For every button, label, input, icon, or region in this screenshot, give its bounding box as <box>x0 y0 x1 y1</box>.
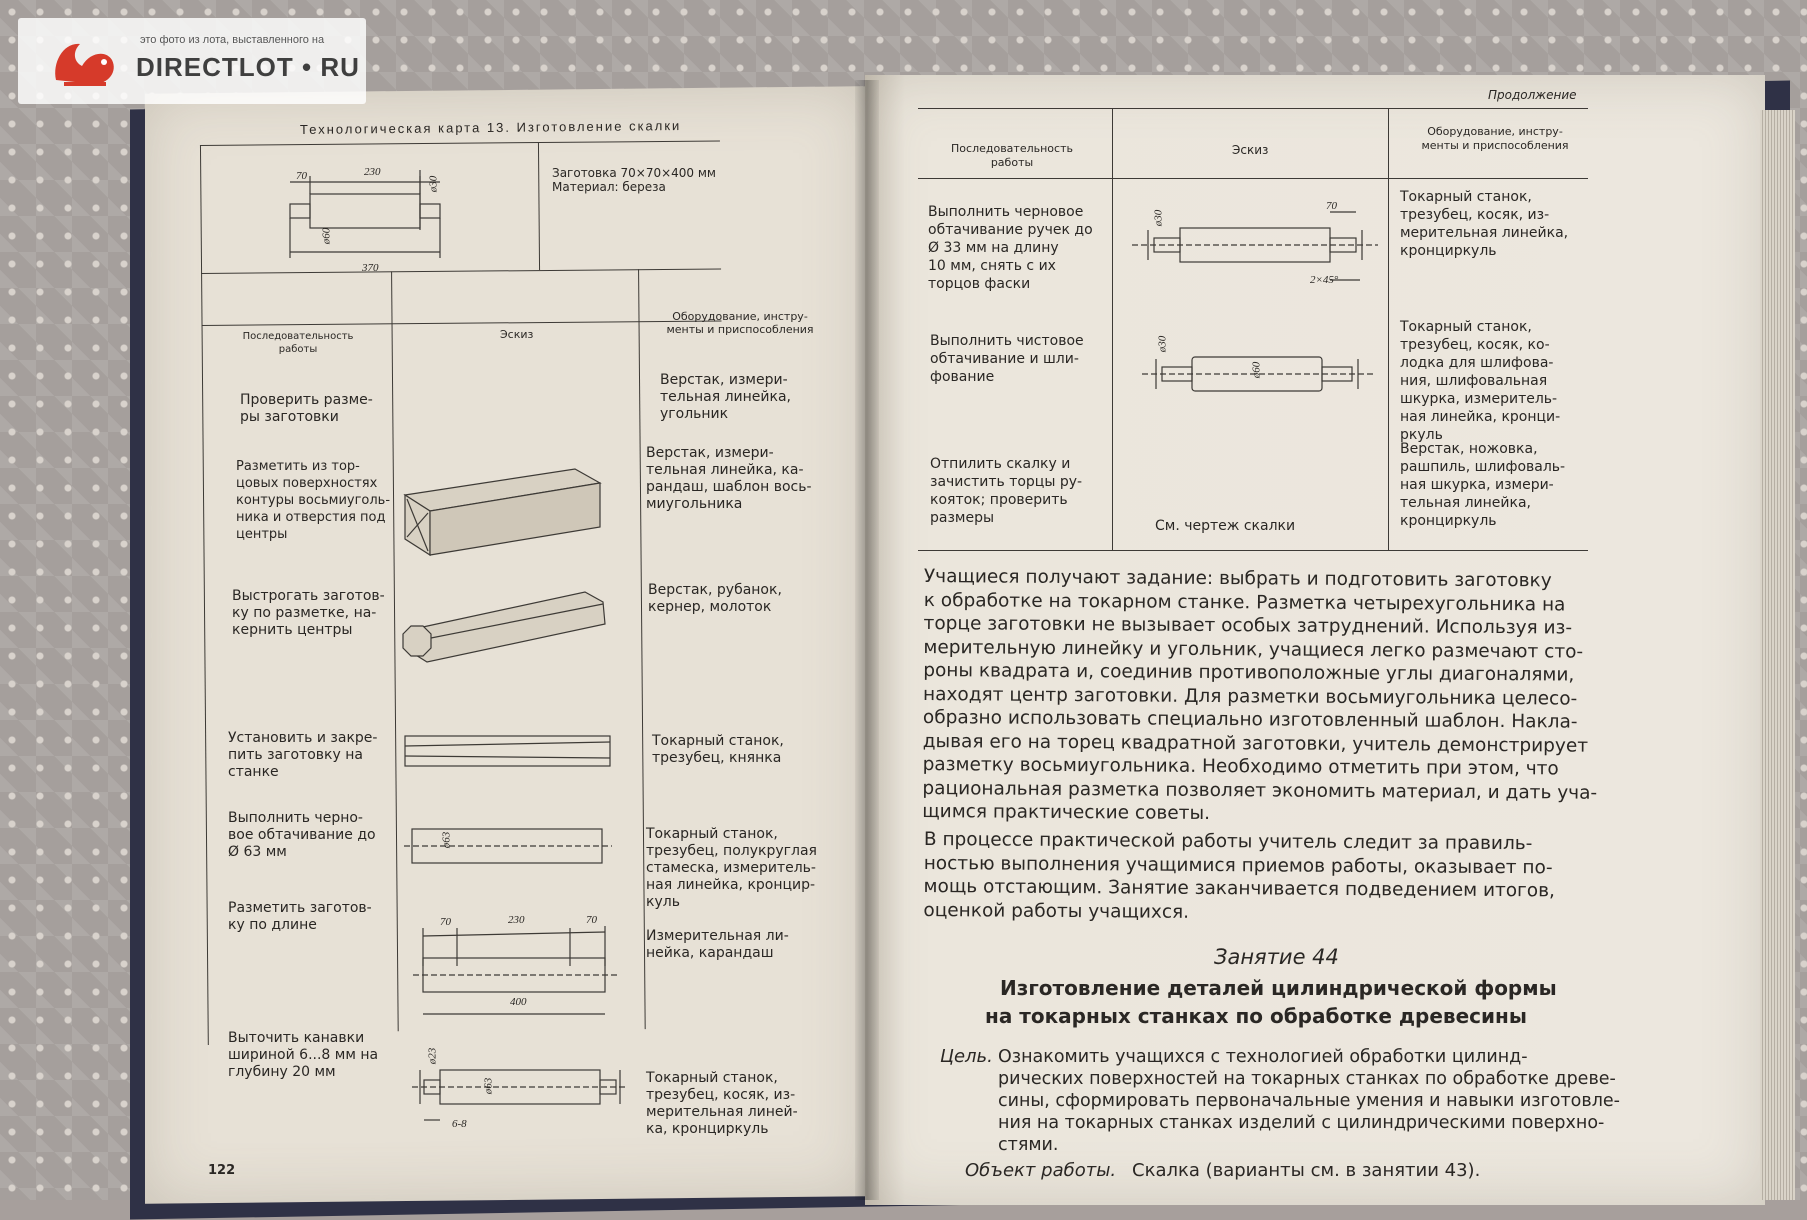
lesson-number: Занятие 44 <box>1214 945 1339 969</box>
left-tools-5: Токарный станок, трезубец, полукруглая стамеска, измеритель- ная линейка, кронцир- куль <box>646 826 817 910</box>
left-tools-2: Верстак, измери- тельная линейка, ка- рандаш, шаблон вось- миугольника <box>646 445 812 512</box>
octagon-blank-sketch <box>395 582 615 672</box>
lesson-title-line2: на токарных станках по обработке древесины <box>985 1004 1527 1028</box>
left-header-equipment: Оборудование, инстру- менты и приспособления <box>666 310 814 336</box>
dim-70-right: 70 <box>586 914 597 926</box>
left-tools-4: Токарный станок, трезубец, княнка <box>652 733 784 766</box>
left-step-4: Установить и закре- пить заготовку на станке <box>228 730 378 780</box>
right-header-sketch: Эскиз <box>1232 143 1269 157</box>
right-tools-1: Токарный станок, трезубец, косяк, из- мерительная линейка, кронциркуль <box>1400 189 1569 259</box>
left-page-title: Технологическая карта 13. Изготовление скалки <box>299 118 682 137</box>
left-header-sketch: Эскиз <box>500 328 534 341</box>
right-header-sequence: Последовательность работы <box>951 142 1073 169</box>
paragraph-2: В процессе практической работы учитель следит за правиль- ностью выполнения учащимися приемов работы, оказывает по- мощь отстающим. Занятие заканчивается подведением итогов, оценкой работы учащихся. <box>923 829 1555 923</box>
paragraph-1: Учащиеся получают задание: выбрать и подготовить заготовку к обработке на токарном станке. Разметка четырехугольника на торце заготовки не вызывает особых затруднений. Используя из- мерительную линейку и угольник, учащиеся легко размечают сто- роны квадрата и, соединив противоположные углы диагоналями, находят центр заготовки. Для разметки восьмиугольника целесо- образно использовать специально изготовленный шаблон. Накла- дывая его на торец квадратной заготовки, учитель демонстрирует разметку восьмиугольника. Необходимо отметить при этом, что рациональная разметка позволяет экономить материал, и дать уча- щимся практические советы. <box>922 566 1598 825</box>
right-tools-3: Верстак, ножовка, рашпиль, шлифоваль- ная шкурка, измери- тельная линейка, кронциркуль <box>1400 441 1566 529</box>
goal-text: Ознакомить учащихся с технологией обработки цилинд- рических поверхностей на токарных станках по обработке древе- сины, сформировать первоначальные умения и навыки изготовле- ния на токарных станках изделий с цилиндрическими поверхно- стями. <box>998 1047 1620 1155</box>
goal-label: Цель. <box>940 1046 993 1067</box>
left-step-6: Разметить заготов- ку по длине <box>228 900 372 933</box>
dim-70-left: 70 <box>440 916 451 928</box>
dim-d63: ø63 <box>440 831 453 849</box>
watermark-brand: DIRECTLOT • RU <box>136 52 360 82</box>
dim-370: 370 <box>362 262 379 274</box>
dim-d30-finish: ø30 <box>1156 335 1169 353</box>
dim-6-8: 6-8 <box>452 1118 467 1130</box>
handle-rough-sketch <box>1130 200 1380 290</box>
left-step-2: Разметить из тор- цовых поверхностях контуры восьмиуголь- ника и отверстия под центры <box>236 459 391 542</box>
mounted-blank-sketch <box>400 722 620 782</box>
table-divider <box>918 178 1588 179</box>
drawing-note: См. чертеж скалки <box>1155 518 1296 534</box>
left-step-3: Выстрогать заготов- ку по разметке, на- кернить центры <box>232 588 385 638</box>
table-divider <box>1388 108 1389 550</box>
dim-d30: ø30 <box>427 175 440 193</box>
length-marking-sketch <box>405 918 625 1028</box>
blank-spec-material: Материал: береза <box>552 180 666 194</box>
left-step-7: Выточить канавки шириной 6...8 мм на глубину 20 мм <box>228 1030 379 1080</box>
rough-turned-sketch <box>400 815 620 875</box>
right-step-3: Отпилить скалку и зачистить торцы ру- кояток; проверить размеры <box>930 456 1083 526</box>
dim-d30-right: ø30 <box>1152 209 1165 227</box>
right-header-equipment: Оборудование, инстру- менты и приспособления <box>1421 125 1569 152</box>
dim-d23: ø23 <box>426 1047 439 1065</box>
watermark-caption: это фото из лота, выставленного на <box>140 34 325 46</box>
left-tools-6: Измерительная ли- нейка, карандаш <box>646 928 789 961</box>
dim-230: 230 <box>364 166 381 178</box>
running-head: Продолжение <box>1488 88 1577 102</box>
watermark <box>18 18 366 104</box>
square-blank-sketch <box>395 455 615 565</box>
left-tools-3: Верстак, рубанок, кернер, молоток <box>648 582 782 615</box>
object-text: Скалка (варианты см. в занятии 43). <box>1132 1160 1481 1181</box>
lesson-title-line1: Изготовление деталей цилиндрической формы <box>1000 976 1557 1000</box>
dim-chamfer: 2×45° <box>1310 274 1339 286</box>
dim-d60: ø60 <box>320 227 333 245</box>
blank-spec-size: Заготовка 70×70×400 мм <box>552 166 716 180</box>
dim-400: 400 <box>510 996 527 1008</box>
right-step-1: Выполнить черновое обтачивание ручек до Ø 33 мм на длину 10 мм, снять с их торцов фаски <box>928 204 1093 292</box>
left-header-sequence: Последовательность работы <box>242 331 354 355</box>
dim-d60-finish: ø60 <box>1250 361 1263 379</box>
object-label: Объект работы. <box>965 1160 1117 1181</box>
left-step-5: Выполнить черно- вое обтачивание до Ø 63 мм <box>228 810 376 860</box>
dim-d63-groove: ø63 <box>482 1077 495 1095</box>
book-gutter <box>855 80 879 1200</box>
dim-230-mid: 230 <box>508 914 525 926</box>
left-tools-1: Верстак, измери- тельная линейка, угольник <box>660 372 791 422</box>
dim-70-right: 70 <box>1326 200 1337 212</box>
dim-70: 70 <box>296 170 307 182</box>
left-step-1: Проверить разме- ры заготовки <box>240 392 373 425</box>
right-step-2: Выполнить чистовое обтачивание и шли- фование <box>930 333 1084 385</box>
left-tools-7: Токарный станок, трезубец, косяк, из- мерительная линей- ка, кронциркуль <box>646 1070 798 1137</box>
table-divider <box>1112 108 1113 550</box>
table-border-bottom <box>918 550 1588 551</box>
right-tools-2: Токарный станок, трезубец, косяк, ко- лодка для шлифова- ния, шлифовальная шкурка, измеритель- ная линейка, кронци- ркуль <box>1400 319 1561 443</box>
groove-sketch <box>410 1040 630 1130</box>
page-number: 122 <box>208 1163 236 1178</box>
table-border-top <box>918 108 1588 109</box>
page-edges <box>1760 110 1795 1200</box>
squirrel-logo-icon <box>46 32 126 92</box>
